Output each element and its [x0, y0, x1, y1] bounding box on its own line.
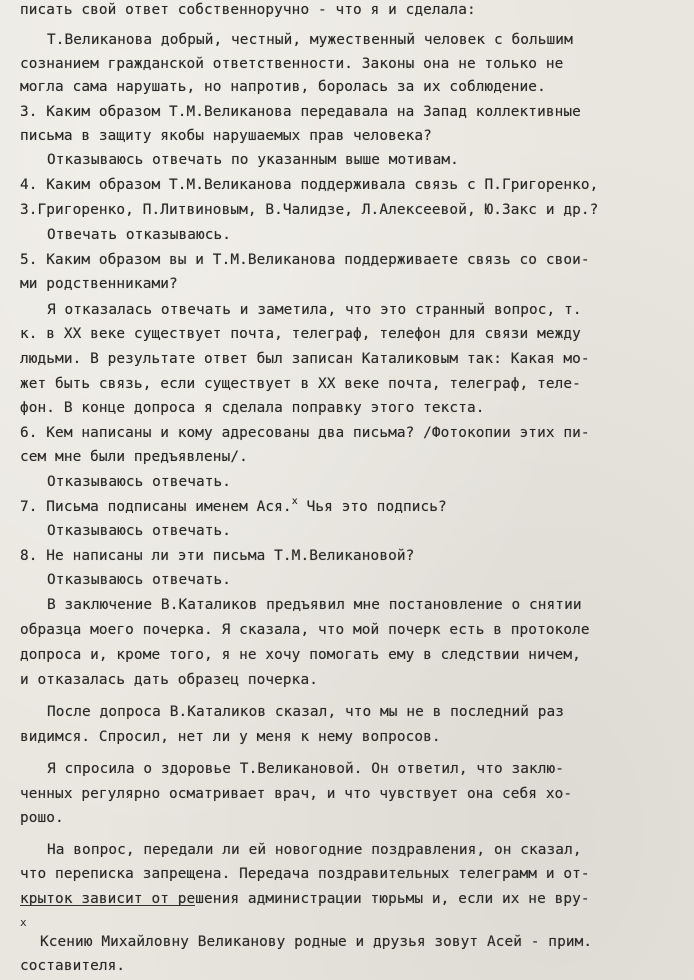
text-line: В заключение В.Каталиков предъявил мне постановление о снятии — [47, 597, 582, 613]
text-line: После допроса В.Каталиков сказал, что мы не в последний раз — [47, 704, 565, 720]
text-line: Я отказалась отвечать и заметила, что это странный вопрос, т. — [47, 302, 582, 318]
text-line: 3. Каким образом Т.М.Великанова передавала на Запад коллективные — [20, 104, 581, 120]
footnote-reference: x — [291, 496, 298, 507]
text-line: Я спросила о здоровье Т.Великановой. Он ответил, что заклю- — [47, 761, 565, 777]
text-line: образца моего почерка. Я сказала, что мой почерк есть в протоколе — [20, 622, 590, 638]
text-line: жет быть связь, если существует в XX веке почта, телеграф, теле- — [20, 376, 581, 392]
text-line — [20, 497, 447, 519]
text-line: рошо. — [20, 810, 64, 826]
text-line: 5. Каким образом вы и Т.М.Великанова поддерживаете связь со свои- — [20, 252, 590, 268]
text-line-segment: 7. Письма подписаны именем Ася. — [20, 499, 292, 515]
text-line: Т.Великанова добрый, честный, мужественный человек с большим — [47, 32, 573, 48]
text-line: сознанием гражданской ответственности. Законы она не только не — [20, 56, 564, 72]
footnote-text: составителя. — [20, 958, 126, 974]
text-line: могла сама нарушать, но напротив, боролась за их соблюдение. — [20, 79, 546, 95]
text-line: З.Григоренко, П.Литвиновым, В.Чалидзе, Л.Алексеевой, Ю.Закс и др.? — [20, 202, 599, 218]
text-line: допроса и, кроме того, я не хочу помогать ему в следствии ничем, — [20, 647, 581, 663]
text-line: крыток зависит от решения администрации тюрьмы и, если их не вру- — [20, 891, 590, 907]
text-line: Отказываюсь отвечать. — [47, 474, 232, 490]
text-line: письма в защиту якобы нарушаемых прав человека? — [20, 128, 432, 144]
footnote-separator — [20, 905, 195, 906]
text-line: 8. Не написаны ли эти письма Т.М.Великановой? — [20, 548, 415, 564]
text-line: На вопрос, передали ли ей новогодние поздравления, он сказал, — [47, 842, 582, 858]
text-line: писать свой ответ собственноручно - что я и сделала: — [20, 2, 476, 18]
text-line: Отказываюсь отвечать. — [47, 523, 232, 539]
text-line-segment: Чья это подпись? — [297, 499, 447, 515]
text-line: к. в XX веке существует почта, телеграф, телефон для связи между — [20, 326, 581, 342]
footnote-mark: x — [20, 916, 27, 929]
text-line: ми родственниками? — [20, 276, 178, 292]
text-line: что переписка запрещена. Передача поздравительных телеграмм и от- — [20, 866, 590, 882]
text-line: сем мне были предъявлены/. — [20, 449, 248, 465]
text-line: фон. В конце допроса я сделала поправку этого текста. — [20, 400, 485, 416]
text-line: и отказалась дать образец почерка. — [20, 672, 318, 688]
text-line: 6. Кем написаны и кому адресованы два письма? /Фотокопии этих пи- — [20, 425, 590, 441]
text-line: ченных регулярно осматривает врач, и что чувствует она себя хо- — [20, 786, 573, 802]
text-line: Отказываюсь отвечать. — [47, 572, 232, 588]
footnote-text: Ксению Михайловну Великанову родные и друзья зовут Асей - прим. — [40, 934, 593, 950]
text-line: Отвечать отказываюсь. — [47, 227, 232, 243]
text-line: видимся. Спросил, нет ли у меня к нему вопросов. — [20, 729, 441, 745]
text-line: людьми. В результате ответ был записан Каталиковым так: Какая мо- — [20, 351, 590, 367]
text-line: 4. Каким образом Т.М.Великанова поддерживала связь с П.Григоренко, — [20, 177, 599, 193]
text-line: Отказываюсь отвечать по указанным выше мотивам. — [47, 152, 459, 168]
